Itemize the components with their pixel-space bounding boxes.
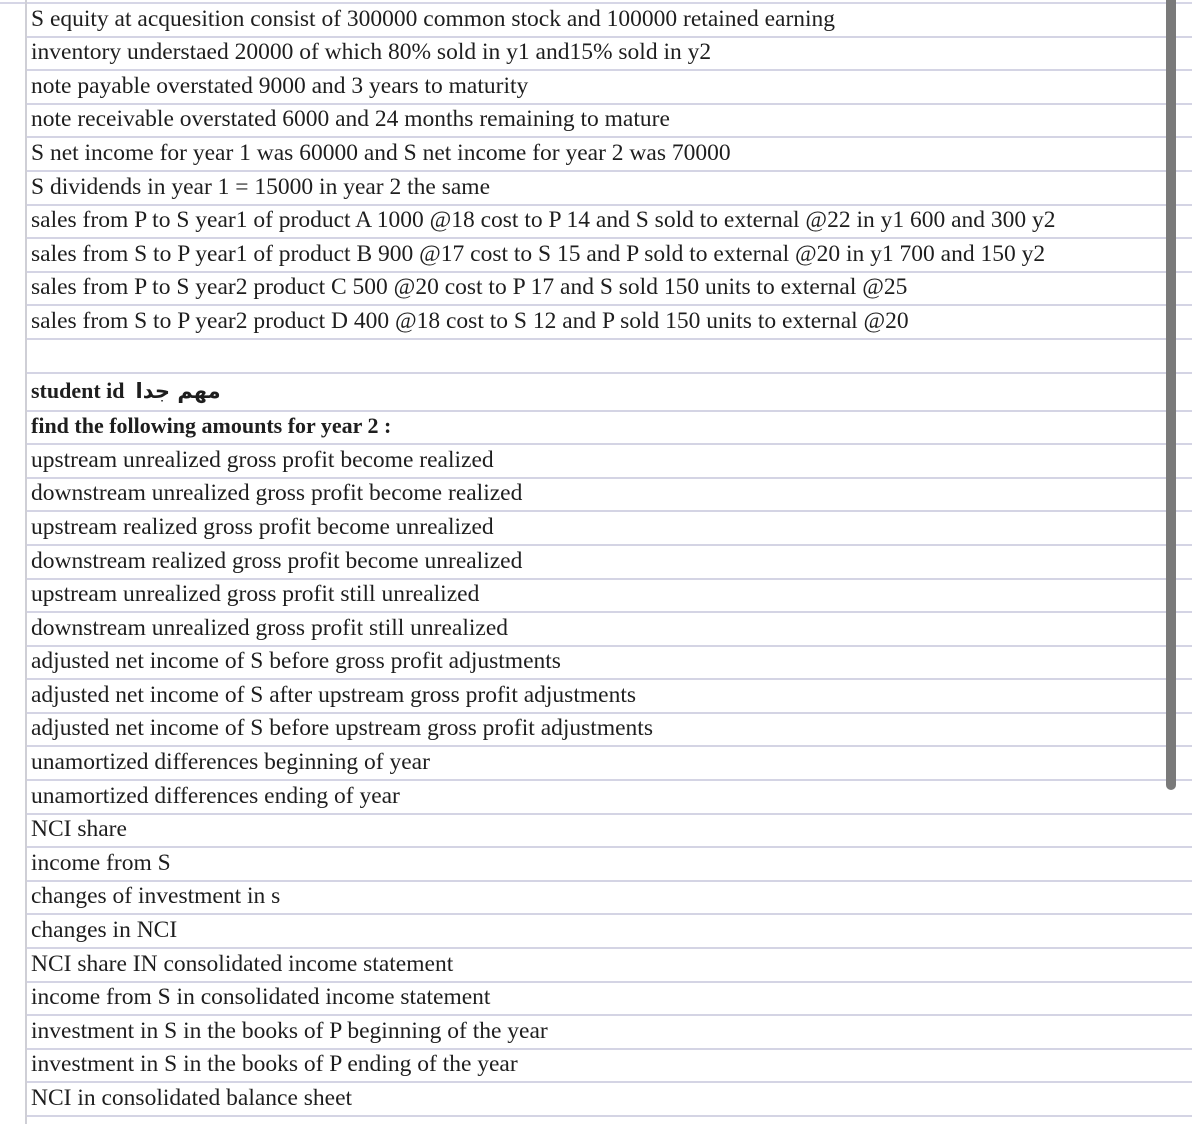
cell-text: upstream realized gross profit become unrealized xyxy=(31,513,494,540)
required-item-row[interactable] xyxy=(27,546,1192,580)
required-item-row[interactable] xyxy=(27,1050,1192,1084)
cell-text: NCI in consolidated balance sheet xyxy=(31,1085,353,1111)
cell-text: adjusted net income of S before gross profit adjustments xyxy=(31,648,561,675)
task-heading-row[interactable] xyxy=(27,412,1192,446)
student-id-cell xyxy=(31,378,221,404)
given-row[interactable] xyxy=(27,273,1192,307)
required-item-row[interactable] xyxy=(27,613,1192,647)
required-item-row[interactable] xyxy=(27,983,1192,1017)
given-row[interactable] xyxy=(27,138,1192,172)
cell-text: inventory understaed 20000 of which 80% sold in y1 and15% sold in y2 xyxy=(31,39,712,66)
required-item-row[interactable] xyxy=(27,647,1192,681)
cell-text: income from S xyxy=(31,849,171,876)
cell-text: sales from S to P year2 product D 400 @18 cost to S 12 and P sold 150 units to external @20 xyxy=(31,307,909,334)
cell-text: downstream unrealized gross profit become realized xyxy=(31,480,523,507)
cell-text: investment in S in the books of P beginning of the year xyxy=(31,1017,548,1044)
cell-text: note receivable overstated 6000 and 24 months remaining to mature xyxy=(31,106,670,133)
required-item-row[interactable] xyxy=(27,680,1192,714)
given-row[interactable] xyxy=(27,71,1192,105)
given-row[interactable] xyxy=(27,38,1192,72)
cell-text: unamortized differences beginning of year xyxy=(31,749,430,776)
student-id-note: مهم جدا xyxy=(135,378,221,403)
given-row[interactable] xyxy=(27,4,1192,38)
given-row[interactable] xyxy=(27,172,1192,206)
required-item-row[interactable] xyxy=(27,1016,1192,1050)
required-item-row[interactable] xyxy=(27,781,1192,815)
cell-text: unamortized differences ending of year xyxy=(31,782,400,809)
cell-text: NCI share IN consolidated income statement xyxy=(31,950,454,977)
required-item-row[interactable] xyxy=(27,915,1192,949)
required-item-row[interactable] xyxy=(27,815,1192,849)
cell-text: downstream realized gross profit become unrealized xyxy=(31,547,523,574)
required-item-row[interactable] xyxy=(27,882,1192,916)
cell-text: income from S in consolidated income statement xyxy=(31,984,491,1011)
task-heading: find the following amounts for year 2 : xyxy=(31,413,392,439)
cell-text: changes in NCI xyxy=(31,917,178,944)
student-id-label: student id xyxy=(31,377,125,403)
empty-row[interactable] xyxy=(27,340,1192,374)
cell-text: adjusted net income of S before upstream gross profit adjustments xyxy=(31,715,653,742)
vertical-scrollbar-thumb[interactable] xyxy=(1166,0,1176,790)
cell-text: downstream unrealized gross profit still unrealized xyxy=(31,614,509,641)
student-id-row[interactable] xyxy=(27,374,1192,412)
cell-rows xyxy=(27,4,1192,1117)
given-row[interactable] xyxy=(27,239,1192,273)
required-item-row[interactable] xyxy=(27,512,1192,546)
given-row[interactable] xyxy=(27,306,1192,340)
cell-text: sales from S to P year1 of product B 900 @17 cost to S 15 and P sold to external @20 in y1 700 and 150 y2 xyxy=(31,240,1046,267)
required-item-row[interactable] xyxy=(27,848,1192,882)
cell-text: S equity at acquesition consist of 300000 common stock and 100000 retained earning xyxy=(31,5,836,32)
given-row[interactable] xyxy=(27,105,1192,139)
given-row[interactable] xyxy=(27,206,1192,240)
cell-text: note payable overstated 9000 and 3 years to maturity xyxy=(31,72,529,99)
cell-text: sales from P to S year1 of product A 1000 @18 cost to P 14 and S sold to external @22 in y1 600 and 300 y2 xyxy=(31,207,1056,234)
cell-text: S net income for year 1 was 60000 and S net income for year 2 was 70000 xyxy=(31,139,731,166)
required-item-row[interactable] xyxy=(27,479,1192,513)
cell-text: changes of investment in s xyxy=(31,883,281,910)
cell-text: adjusted net income of S after upstream gross profit adjustments xyxy=(31,681,636,708)
cell-text: sales from P to S year2 product C 500 @20 cost to P 17 and S sold 150 units to external @25 xyxy=(31,274,908,301)
required-item-row[interactable] xyxy=(27,949,1192,983)
required-item-row[interactable] xyxy=(27,1083,1192,1117)
cell-text: NCI share xyxy=(31,816,127,843)
cell-text: upstream unrealized gross profit still unrealized xyxy=(31,581,480,608)
required-item-row[interactable] xyxy=(27,445,1192,479)
required-item-row[interactable] xyxy=(27,580,1192,614)
required-item-row[interactable] xyxy=(27,714,1192,748)
cell-text: S dividends in year 1 = 15000 in year 2 the same xyxy=(31,173,491,200)
required-item-row[interactable] xyxy=(27,747,1192,781)
cell-text: upstream unrealized gross profit become realized xyxy=(31,446,494,473)
cell-text: investment in S in the books of P ending of the year xyxy=(31,1051,518,1078)
